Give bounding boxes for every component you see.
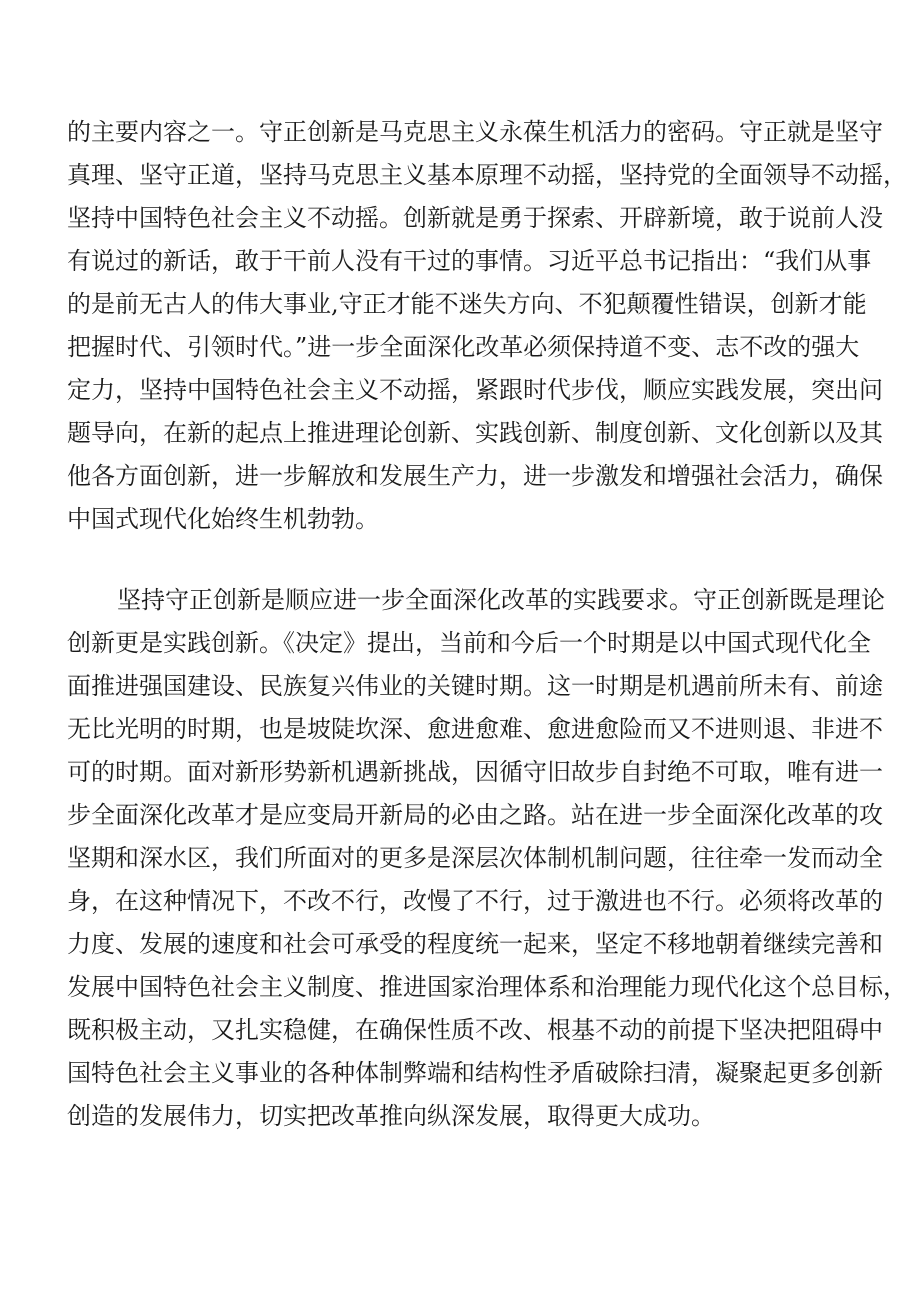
paragraph-line: 无比光明的时期，也是坡陡坎深、愈进愈难、愈进愈险而又不进则退、非进不	[67, 715, 883, 743]
paragraph-line: 力度、发展的速度和社会可承受的程度统一起来，坚定不移地朝着继续完善和	[67, 930, 883, 958]
paragraph-line: 的主要内容之一。守正创新是马克思主义永葆生机活力的密码。守正就是坚守	[67, 118, 883, 146]
paragraph-line: 国特色社会主义事业的各种体制弊端和结构性矛盾破除扫清，凝聚起更多创新	[67, 1059, 883, 1087]
paragraph-line: 有说过的新话，敢于干前人没有干过的事情。习近平总书记指出：“我们从事	[67, 247, 872, 275]
paragraph-line: 把握时代、引领时代。”进一步全面深化改革必须保持道不变、志不改的强大	[67, 333, 860, 361]
paragraph-line: 身，在这种情况下，不改不行，改慢了不行，过于激进也不行。必须将改革的	[67, 887, 883, 915]
paragraph-line: 题导向，在新的起点上推进理论创新、实践创新、制度创新、文化创新以及其	[67, 419, 883, 447]
paragraph-line: 坚持中国特色社会主义不动摇。创新就是勇于探索、开辟新境，敢于说前人没	[67, 204, 883, 232]
paragraph-line: 中国式现代化始终生机勃勃。	[67, 505, 379, 533]
paragraph-line: 坚持守正创新是顺应进一步全面深化改革的实践要求。守正创新既是理论	[117, 586, 885, 614]
paragraph-line: 创造的发展伟力，切实把改革推向纵深发展，取得更大成功。	[67, 1102, 715, 1130]
paragraph-line: 坚期和深水区，我们所面对的更多是深层次体制机制问题，往往牵一发而动全	[67, 844, 883, 872]
paragraph-line: 他各方面创新，进一步解放和发展生产力，进一步激发和增强社会活力，确保	[67, 462, 883, 490]
paragraph-line: 定力，坚持中国特色社会主义不动摇，紧跟时代步伐，顺应实践发展，突出问	[67, 376, 883, 404]
paragraph-line: 的是前无古人的伟大事业,守正才能不迷失方向、不犯颠覆性错误，创新才能	[67, 290, 867, 318]
paragraph-line: 创新更是实践创新。《决定》提出，当前和今后一个时期是以中国式现代化全	[67, 629, 871, 657]
paragraph-line: 可的时期。面对新形势新机遇新挑战，因循守旧故步自封绝不可取，唯有进一	[67, 758, 883, 786]
paragraph-line: 面推进强国建设、民族复兴伟业的关键时期。这一时期是机遇前所未有、前途	[67, 672, 883, 700]
paragraph-line: 步全面深化改革才是应变局开新局的必由之路。站在进一步全面深化改革的攻	[67, 801, 883, 829]
paragraph-line: 发展中国特色社会主义制度、推进国家治理体系和治理能力现代化这个总目标，	[67, 973, 907, 1001]
paragraph-line: 真理、坚守正道，坚持马克思主义基本原理不动摇，坚持党的全面领导不动摇，	[67, 161, 907, 189]
paragraph-line: 既积极主动，又扎实稳健，在确保性质不改、根基不动的前提下坚决把阻碍中	[67, 1016, 883, 1044]
